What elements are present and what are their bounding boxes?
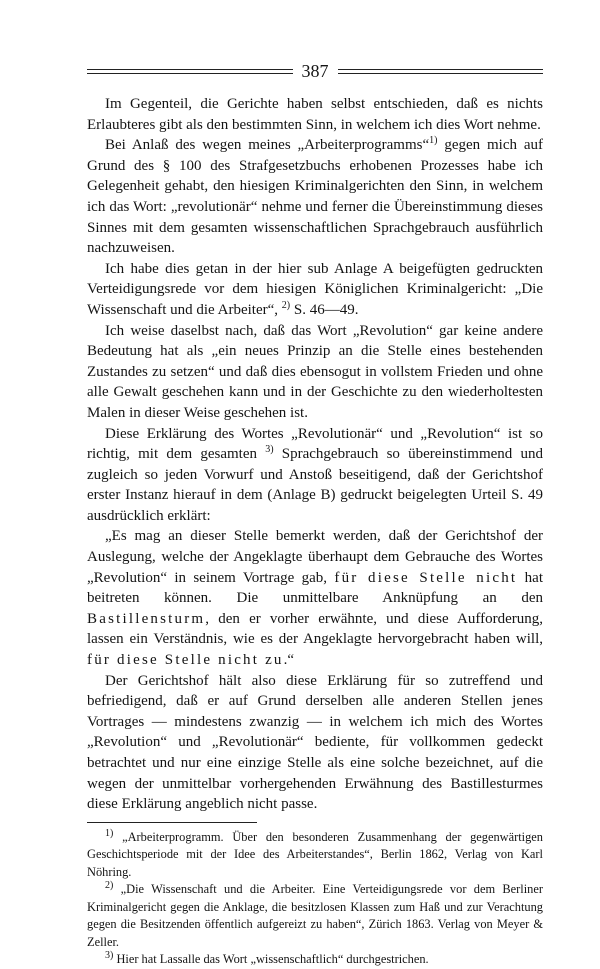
page-number: 387 [301,61,329,81]
text-run: Ich weise daselbst nach, daß das Wort „Revolution“ gar keine andere Bedeutung hat als „ein neues Prinzip an die Stelle eines bestehenden Zustandes zu setzen“ und daß dies ebensogut in vollstem Frieden und ohne alle Gewalt geschehen kann und in der Geschichte zu den wiederholtesten Malen in dieser Weise geschehen ist. [87,322,543,421]
body-paragraph [87,94,543,135]
body-paragraph [87,424,543,527]
header-rule-left [87,69,293,74]
body-paragraph [87,671,543,815]
spaced-emphasis: für diese Stelle nicht zu [87,652,284,669]
footnotes [87,829,543,969]
footnote [87,829,543,882]
text-run: Bei Anlaß des wegen meines „Arbeiterprogramms“ [105,137,430,154]
footnote-mark: 2) [105,880,114,892]
footnote-mark: 3) [105,950,114,962]
book-page [87,58,543,969]
footnote-text: Hier hat Lassalle das Wort „wissenschaftlich“ durchgestrichen. [113,952,429,967]
text-run: S. 46—49. [290,301,359,318]
footnote-mark: 1) [105,827,114,839]
footnote-text: „Arbeiterprogramm. Über den besonderen Zusammenhang der gegenwärtigen Geschichtsperiode mit der Idee des Arbeiterstandes“, Berlin 1862, Verlag von Karl Nöhring. [87,829,543,879]
text-run: Im Gegenteil, die Gerichte haben selbst entschieden, daß es nichts Erlaubteres gibt als den bestimmten Sinn, in welchem ich dies Wort nehme. [87,96,543,133]
text-run: hat beitreten können. Die unmittelbare Anknüpfung an den [87,569,543,607]
page-header [87,58,543,84]
footnote-reference: 3) [265,444,274,456]
footnote-separator [87,822,257,823]
footnote [87,951,543,969]
body-paragraph [87,135,543,259]
text-run: , den er vorher erwähnte, und diese Aufforderung, lassen ein Verständnis, wie es der Angeklagte hervorgebracht haben will, [87,610,543,648]
text-run: .“ [283,652,295,669]
text-run: Sprachgebrauch so übereinstimmend und zugleich so jeden Vorwurf und Anstoß beseitigend, daß der Gerichtshof erster Instanz hierauf in dem (Anlage B) gedruckt beigelegten Urteil S. 49 ausdrücklich erklärt: [87,446,543,524]
text-run: Diese Erklärung des Wortes „Revolutionär“ und „Revolution“ ist so richtig, mit dem gesamten [87,425,543,463]
footnote-text: „Die Wissenschaft und die Arbeiter. Eine Verteidigungsrede vor dem Berliner Kriminalgericht gegen die Anklage, die besitzlosen Klassen zum Haß und zur Verachtung gegen die Besitzenden öffentlich aufgereizt zu haben“, Zürich 1863. Verlag von Meyer & Zeller. [87,882,543,949]
spaced-emphasis: Bastillensturm [87,610,206,627]
footnote [87,881,543,951]
text-run: gegen mich auf Grund des § 100 des Strafgesetzbuchs erhobenen Prozesses habe ich Gelegenheit gehabt, den hiesigen Kriminalgerichten den Sinn, in welchem ich das Wort: „revolutionär“ nehme und ferner die Übereinstimmung dieses Sinnes mit dem gesamten wissenschaftlichen Sprachgebrauch ausführlich nachzuweisen. [87,137,543,257]
main-text [87,94,543,815]
footnote-reference: 1) [429,135,438,147]
spaced-emphasis: für diese Stelle nicht [334,569,518,586]
footnote-reference: 2) [281,299,291,311]
text-run: Ich habe dies getan in der hier sub Anlage A beigefügten gedruckten Verteidigungsrede vor dem hiesigen Königlichen Kriminalgericht: „Die Wissenschaft und die Arbeiter“, [87,260,543,318]
header-rule-right [338,69,544,74]
court-quote-paragraph [87,526,543,670]
text-run: Der Gerichtshof hält also diese Erklärung für so zutreffend und befriedigend, daß er auf Grund derselben alle anderen Stellen jenes Vortrages — mindestens zwanzig — in welchem ich mich des Wortes „Revolution“ und „Revolutionär“ bediente, für vollkommen gedeckt betrachtet und nur eine einzige Stelle als eine solche bezeichnet, auf die wegen der unmittelbar vorhergehenden Erwähnung des Bastillesturmes diese Erklärung angeblich nicht passe. [87,672,543,813]
text-run: „Es mag an dieser Stelle bemerkt werden, daß der Gerichtshof der Auslegung, welche der Angeklagte überhaupt dem Gebrauche des Wortes „Revolution“ in seinem Vortrage gab, [87,528,543,586]
body-paragraph [87,321,543,424]
body-paragraph [87,259,543,321]
